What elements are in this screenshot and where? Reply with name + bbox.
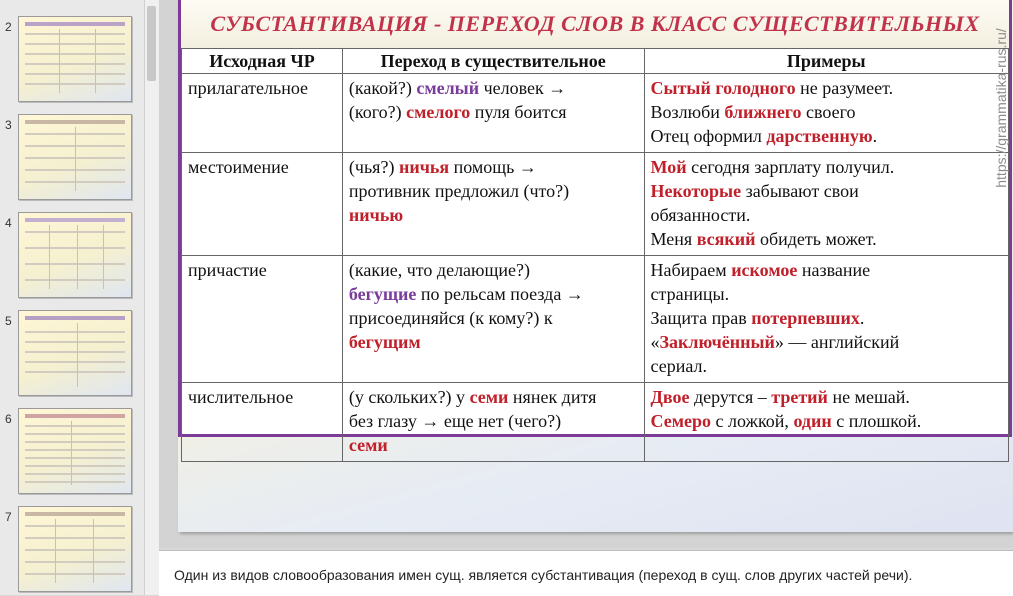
text: забывают свои <box>741 181 859 201</box>
substantivation-table[interactable] <box>181 48 1009 462</box>
highlight-word: ничья <box>398 157 450 177</box>
slide-thumbnail-2[interactable] <box>0 16 144 106</box>
scrollbar-thumb[interactable] <box>147 6 156 81</box>
highlight-word: потерпевших <box>751 308 860 328</box>
text: с ложкой, <box>711 411 794 431</box>
highlight-word: третий <box>771 387 828 407</box>
slide-number: 2 <box>5 20 12 34</box>
slide-number: 3 <box>5 118 12 132</box>
cell-examples <box>644 383 1008 462</box>
text: пуля боится <box>470 102 567 122</box>
slide-frame <box>178 0 1012 455</box>
slide-title[interactable]: СУБСТАНТИВАЦИЯ - ПЕРЕХОД СЛОВ В КЛАСС СУЩЕСТВИТЕЛЬНЫХ <box>210 11 980 36</box>
highlight-word: бегущие <box>348 284 417 304</box>
text: сегодня зарплату получил. <box>686 157 895 177</box>
watermark-url: https://grammatika-rus.ru/ <box>993 28 1009 188</box>
cell-source-pos: числительное <box>182 383 343 462</box>
highlight-word: смелый <box>416 78 480 98</box>
slide-thumbnail-5[interactable] <box>0 310 144 400</box>
cell-source-pos: местоимение <box>182 153 343 256</box>
text: человек → <box>479 78 567 98</box>
text: по рельсам поезда → <box>416 284 584 304</box>
highlight-word: Сытый голодного <box>650 78 796 98</box>
speaker-notes-text[interactable]: Один из видов словообразования имен сущ. является субстантивация (переход в сущ. слов других частей речи). <box>174 567 913 583</box>
highlight-word: Заключённый <box>659 332 775 352</box>
cell-examples <box>644 74 1008 153</box>
text: не разумеет. <box>795 78 894 98</box>
text: (у скольких?) у <box>348 387 470 407</box>
cell-transition <box>342 153 644 256</box>
text: сериал. <box>650 356 707 376</box>
table-row <box>182 74 1009 153</box>
header-source-pos: Исходная ЧР <box>182 49 343 74</box>
text: не мешай. <box>827 387 910 407</box>
text: Возлюби <box>650 102 725 122</box>
slide-preview <box>18 16 132 102</box>
slide-editor[interactable] <box>159 0 1013 548</box>
text: нянек дитя <box>508 387 597 407</box>
highlight-word: один <box>793 411 832 431</box>
text: обязанности. <box>650 205 751 225</box>
text: » — английский <box>774 332 900 352</box>
text: без глазу → еще нет (чего?) <box>348 411 562 431</box>
text: Отец оформил <box>650 126 767 146</box>
thumbnails-scrollbar[interactable] <box>144 0 159 595</box>
highlight-word: Некоторые <box>650 181 742 201</box>
slide-number: 6 <box>5 412 12 426</box>
slide-thumbnail-6[interactable] <box>0 408 144 498</box>
text: своего <box>801 102 856 122</box>
table-row <box>182 383 1009 462</box>
table-row <box>182 256 1009 383</box>
slide-thumbnail-3[interactable] <box>0 114 144 204</box>
text: (чья?) <box>348 157 399 177</box>
slide-preview <box>18 114 132 200</box>
text: (какие, что делающие?) <box>348 260 530 280</box>
highlight-word: Семеро <box>650 411 711 431</box>
text: противник предложил (что?) <box>348 181 570 201</box>
slide-preview <box>18 310 132 396</box>
highlight-word: семи <box>348 435 388 455</box>
highlight-word: ничью <box>348 205 404 225</box>
highlight-word: всякий <box>696 229 756 249</box>
slide-preview <box>18 408 132 494</box>
text: (кого?) <box>348 102 407 122</box>
cell-examples <box>644 153 1008 256</box>
cell-source-pos: прилагательное <box>182 74 343 153</box>
cell-examples <box>644 256 1008 383</box>
cell-source-pos: причастие <box>182 256 343 383</box>
slide-number: 4 <box>5 216 12 230</box>
text: Защита прав <box>650 308 752 328</box>
slide-title-bar <box>181 0 1009 48</box>
highlight-word: смелого <box>406 102 471 122</box>
highlight-word: бегущим <box>348 332 421 352</box>
text: (какой?) <box>348 78 417 98</box>
highlight-word: семи <box>469 387 509 407</box>
highlight-word: Двое <box>650 387 690 407</box>
text: « <box>650 332 660 352</box>
text: с плошкой. <box>831 411 922 431</box>
text: дерутся – <box>689 387 772 407</box>
text: Набираем <box>650 260 732 280</box>
slide-thumbnails-pane[interactable] <box>0 0 145 595</box>
header-examples: Примеры <box>644 49 1008 74</box>
header-transition: Переход в существительное <box>342 49 644 74</box>
text: присоединяйся (к кому?) к <box>348 308 553 328</box>
current-slide[interactable] <box>178 0 1013 532</box>
text: . <box>859 308 865 328</box>
highlight-word: ближнего <box>724 102 802 122</box>
highlight-word: дарственную <box>766 126 873 146</box>
slide-number: 5 <box>5 314 12 328</box>
cell-transition <box>342 256 644 383</box>
highlight-word: искомое <box>731 260 798 280</box>
text: обидеть может. <box>755 229 877 249</box>
table-header-row <box>182 49 1009 74</box>
text: страницы. <box>650 284 730 304</box>
site-watermark <box>991 10 1011 210</box>
slide-preview <box>18 506 132 592</box>
highlight-word: Мой <box>650 157 687 177</box>
cell-transition <box>342 383 644 462</box>
cell-transition <box>342 74 644 153</box>
slide-thumbnail-7[interactable] <box>0 506 144 596</box>
slide-preview <box>18 212 132 298</box>
text: Меня <box>650 229 697 249</box>
table-row <box>182 153 1009 256</box>
slide-thumbnail-4[interactable] <box>0 212 144 302</box>
slide-number: 7 <box>5 510 12 524</box>
speaker-notes-pane[interactable] <box>159 550 1013 596</box>
text: . <box>872 126 878 146</box>
text: помощь → <box>449 157 537 177</box>
text: название <box>797 260 871 280</box>
